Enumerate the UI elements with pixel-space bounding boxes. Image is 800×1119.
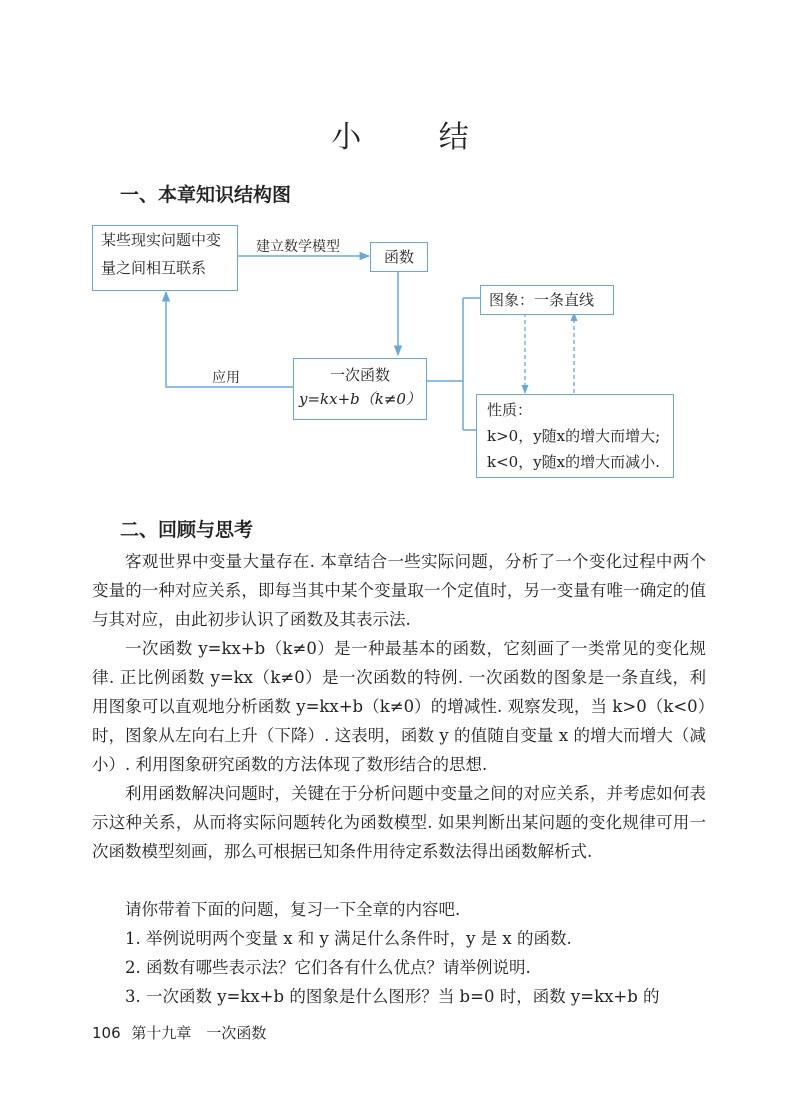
review-paragraph-3: 利用函数解决问题时，关键在于分析问题中变量之间的对应关系，并考虑如何表示这种关系，从而将实际问题转化为函数模型. 如果判断出某问题的变化规律可用一次函数模型刻画，那么可根据已知条件用待定系数法得出函数解析式. [92, 784, 706, 861]
edge-label-build-model: 建立数学模型 [256, 239, 340, 255]
review-paragraph-2: 一次函数 y=kx+b（k≠0）是一种最基本的函数，它刻画了一类常见的变化规律. 正比例函数 y=kx（k≠0）是一次函数的特例. 一次函数的图象是一条直线，利用图象可以直观地分析函数 y=kx+b（k≠0）的增减性. 观察发现，当 k>0（k<0）时，图象从左向右上升（下降）. 这表明，函数 y 的值随自变量 x 的增大而增大（减小）. 利用图象研究函数的方法体现了数形结合的思想. [92, 639, 706, 774]
box-property-line2: k<0，y随x的增大而减小. [487, 453, 660, 471]
box-property-line1: k>0，y随x的增大而增大; [487, 427, 661, 445]
section-heading-structure: 一、本章知识结构图 [120, 184, 292, 206]
review-paragraph-1: 客观世界中变量大量存在. 本章结合一些实际问题，分析了一个变化过程中两个变量的一种对应关系，即每当其中某个变量取一个定值时，另一变量有唯一确定的值与其对应，由此初步认识了函数及其表示法. [92, 552, 706, 629]
box-property-title: 性质： [487, 401, 533, 419]
box-real-problem-line1: 某些现实问题中变 [101, 231, 222, 249]
chapter-name: 第十九章 一次函数 [131, 1024, 267, 1042]
question-1: 1. 举例说明两个变量 x 和 y 满足什么条件时，y 是 x 的函数. [125, 929, 572, 948]
box-real-problem-line2: 量之间相互联系 [101, 259, 207, 277]
page-footer [92, 1022, 266, 1043]
box-real-problem [92, 225, 238, 291]
page-number: 106 [92, 1024, 121, 1042]
box-linear-function-line1: 一次函数 [329, 366, 390, 384]
box-graph: 图象：一条直线 [480, 285, 614, 315]
box-linear-function [293, 358, 427, 420]
question-3: 3. 一次函数 y=kx+b 的图象是什么图形？当 b=0 时，函数 y=kx+b 的 [125, 987, 660, 1006]
box-function: 函数 [370, 242, 428, 272]
question-2: 2. 函数有哪些表示法？它们各有什么优点？请举例说明. [125, 958, 531, 977]
edge-label-apply: 应用 [212, 370, 240, 386]
review-paragraph-4: 请你带着下面的问题，复习一下全章的内容吧. [125, 900, 461, 919]
box-linear-function-formula: y=kx+b（k≠0） [299, 390, 421, 408]
box-property [476, 394, 674, 478]
page-title: 小 结 [331, 120, 503, 155]
section-heading-review: 二、回顾与思考 [120, 519, 254, 541]
